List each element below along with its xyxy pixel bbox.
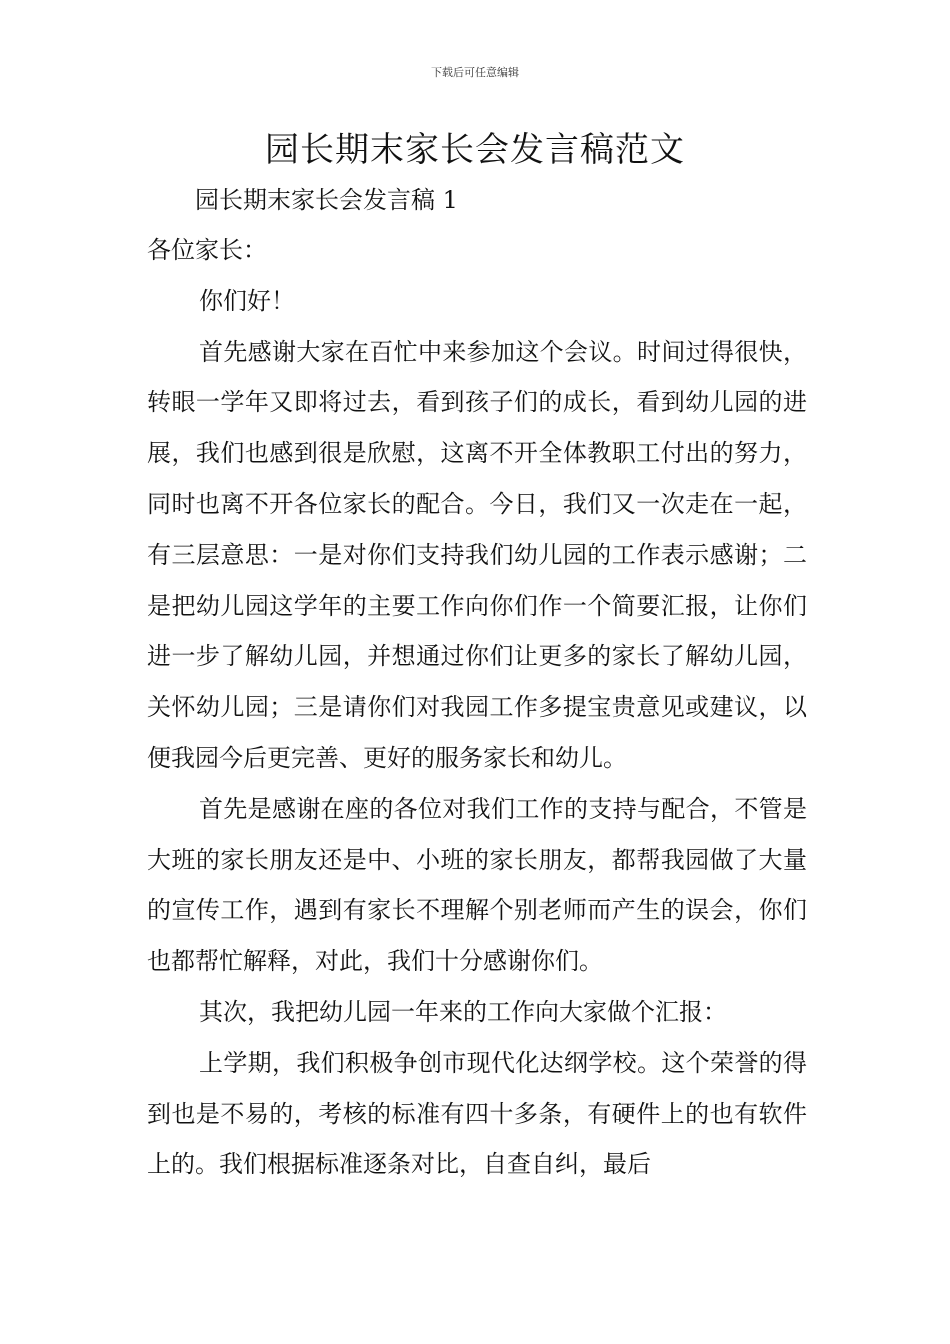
body-paragraph: 其次，我把幼儿园一年来的工作向大家做个汇报： [199, 997, 727, 1026]
body-paragraph: 首先感谢大家在百忙中来参加这个会议。时间过得很快，转眼一学年又即将过去，看到孩子们的成长，看到幼儿园的进展，我们也感到很是欣慰，这离不开全体教职工付出的努力，同时也离不开各位家长的配合。今日，我们又一次走在一起，有三层意思：一是对你们支持我们幼儿园的工作表示感谢；二是把幼儿园这学年的主要工作向你们作一个简要汇报，让你们进一步了解幼儿园，并想通过你们让更多的家长了解幼儿园，关怀幼儿园；三是请你们对我园工作多提宝贵意见或建议，以便我园今后更完善、更好的服务家长和幼儿。 [147, 337, 807, 772]
page-title: 园长期末家长会发言稿范文 [265, 130, 685, 170]
document-body [147, 175, 807, 1190]
greeting-paragraph: 你们好！ [199, 286, 295, 315]
body-paragraph: 首先是感谢在座的各位对我们工作的支持与配合，不管是大班的家长朋友还是中、小班的家长朋友，都帮我园做了大量的宣传工作，遇到有家长不理解个别老师而产生的误会，你们也都帮忙解释，对此，我们十分感谢你们。 [147, 794, 807, 976]
salutation: 各位家长： [147, 236, 267, 264]
speech-subtitle: 园长期末家长会发言稿 1 [195, 186, 458, 214]
body-paragraph: 上学期，我们积极争创市现代化达纲学校。这个荣誉的得到也是不易的，考核的标准有四十多条，有硬件上的也有软件上的。我们根据标准逐条对比，自查自纠，最后 [147, 1048, 807, 1179]
header-note: 下载后可任意编辑 [431, 66, 519, 79]
